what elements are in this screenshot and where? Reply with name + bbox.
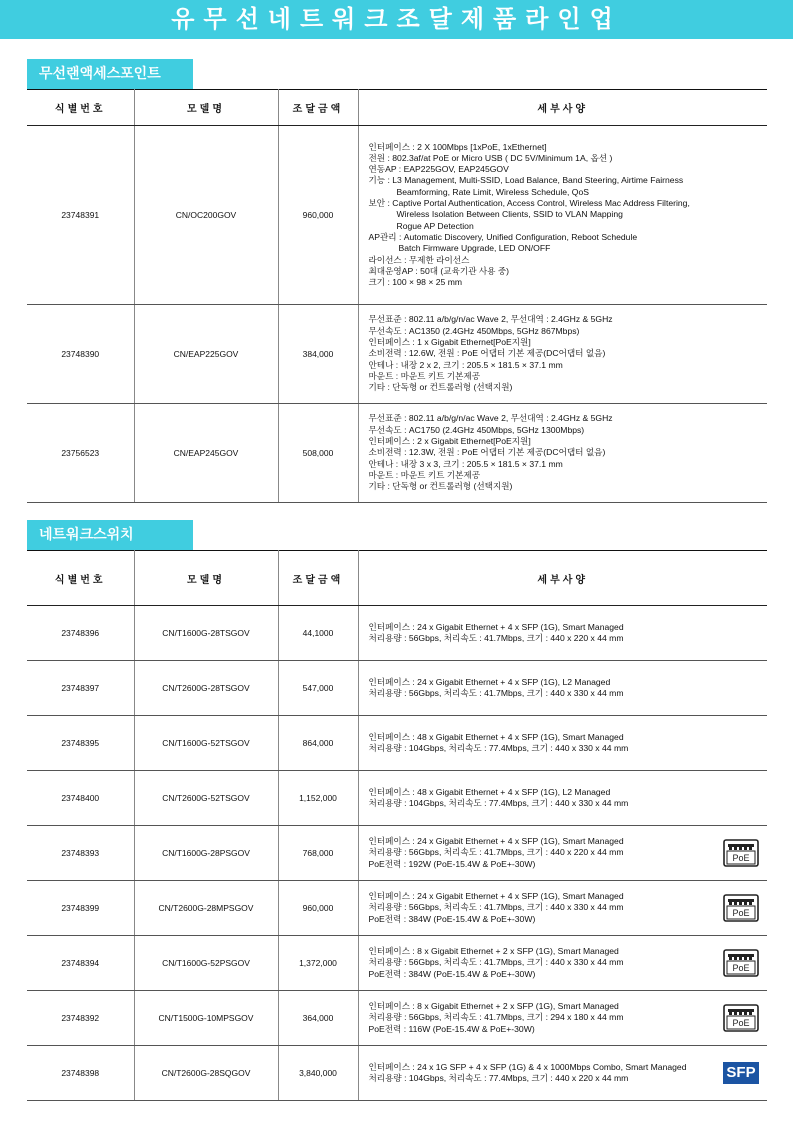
cell-id: 23748398 (27, 1046, 134, 1101)
detail-line: Batch Firmware Upgrade, LED ON/OFF (398, 243, 551, 254)
detail-line: 처리용량 : 56Gbps, 처리속도 : 41.7Mbps, 크기 : 440 x 330 x 44 mm (368, 957, 624, 968)
detail-line: 처리용량 : 56Gbps, 처리속도 : 41.7Mbps, 크기 : 440 x 220 x 44 mm (368, 847, 624, 858)
detail-line: 인터페이스 : 24 x 1G SFP + 4 x SFP (1G) & 4 x 1000Mbps Combo, Smart Managed (368, 1061, 687, 1072)
table-row (27, 716, 767, 771)
detail-line: 안테나 : 내장 2 x 2, 크기 : 205.5 × 181.5 × 37.1 mm (368, 359, 563, 370)
detail-line: 연동AP : EAP225GOV, EAP245GOV (368, 164, 509, 175)
detail-line: 무선표준 : 802.11 a/b/g/n/ac Wave 2, 무선대역 : 2.4GHz & 5GHz (368, 314, 613, 325)
table-row (27, 771, 767, 826)
detail-line: 인터페이스 : 1 x Gigabit Ethernet[PoE지원] (368, 337, 531, 348)
detail-line: 처리용량 : 56Gbps, 처리속도 : 41.7Mbps, 크기 : 440 x 330 x 44 mm (368, 688, 624, 698)
detail-line: 인터페이스 : 24 x Gigabit Ethernet + 4 x SFP (1G), Smart Managed (368, 891, 624, 902)
cell-detail (358, 936, 767, 991)
cell-price: 768,000 (278, 826, 358, 881)
table-row (27, 404, 767, 503)
detail-line: 무선속도 : AC1750 (2.4GHz 450Mbps, 5GHz 1300Mbps) (368, 424, 585, 435)
detail-line: 인터페이스 : 8 x Gigabit Ethernet + 2 x SFP (1G), Smart Managed (368, 1001, 619, 1012)
cell-detail (358, 606, 767, 661)
cell-id: 23748400 (27, 771, 134, 826)
detail-line: 처리용량 : 104Gbps, 처리속도 : 77.4Mbps, 크기 : 440 x 330 x 44 mm (368, 798, 629, 808)
detail-line: 기능 : L3 Management, Multi-SSID, Load Balance, Band Steering, Airtime Fairness (368, 175, 684, 186)
poe-icon (723, 894, 759, 922)
cell-id: 23748396 (27, 606, 134, 661)
cell-price: 1,152,000 (278, 771, 358, 826)
cell-detail (358, 1046, 767, 1101)
cell-price: 960,000 (278, 126, 358, 305)
cell-price: 1,372,000 (278, 936, 358, 991)
header-id: 식별번호 (27, 90, 134, 126)
cell-price: 547,000 (278, 661, 358, 716)
detail-line: 크기 : 100 × 98 × 25 mm (368, 277, 463, 288)
detail-line: 인터페이스 : 48 x Gigabit Ethernet + 4 x SFP (1G), Smart Managed (368, 731, 624, 742)
cell-detail (358, 126, 767, 305)
detail-line: 처리용량 : 56Gbps, 처리속도 : 41.7Mbps, 크기 : 294 x 180 x 44 mm (368, 1012, 624, 1023)
cell-detail (358, 305, 767, 404)
cell-id: 23748394 (27, 936, 134, 991)
poe-icon-label: PoE (732, 853, 750, 863)
detail-line: 인터페이스 : 2 x Gigabit Ethernet[PoE지원] (368, 436, 531, 447)
wireless-ap-table (27, 89, 767, 503)
detail-line: PoE전력 : 116W (PoE-15.4W & PoE+-30W) (368, 1023, 535, 1034)
header-price: 조달금액 (278, 551, 358, 606)
header-model: 모델명 (134, 551, 278, 606)
poe-icon-label: PoE (732, 908, 750, 918)
cell-model: CN/EAP225GOV (134, 305, 278, 404)
cell-detail (358, 881, 767, 936)
cell-id: 23748392 (27, 991, 134, 1046)
cell-detail (358, 404, 767, 503)
table-row (27, 936, 767, 991)
table-row (27, 661, 767, 716)
detail-line: 처리용량 : 104Gbps, 처리속도 : 77.4Mbps, 크기 : 440 x 220 x 44 mm (368, 1073, 629, 1083)
poe-icon (723, 949, 759, 977)
detail-line: 라이선스 : 무제한 라이선스 (368, 254, 470, 265)
cell-id: 23748397 (27, 661, 134, 716)
poe-icon (723, 1004, 759, 1032)
cell-id: 23748399 (27, 881, 134, 936)
detail-line: 처리용량 : 104Gbps, 처리속도 : 77.4Mbps, 크기 : 440 x 330 x 44 mm (368, 743, 629, 753)
cell-model: CN/T1600G-52TSGOV (134, 716, 278, 771)
cell-id: 23756523 (27, 404, 134, 503)
detail-line: AP관리 : Automatic Discovery, Unified Configuration, Reboot Schedule (368, 231, 638, 242)
cell-price: 384,000 (278, 305, 358, 404)
poe-icon-label: PoE (732, 963, 750, 973)
cell-price: 44,1000 (278, 606, 358, 661)
detail-line: 소비전력 : 12.6W, 전원 : PoE 어댑터 기본 제공(DC어댑터 없음) (368, 348, 606, 359)
table-row (27, 826, 767, 881)
detail-line: PoE전력 : 192W (PoE-15.4W & PoE+-30W) (368, 858, 536, 869)
poe-icon (723, 839, 759, 867)
cell-model: CN/T1600G-28PSGOV (134, 826, 278, 881)
cell-detail (358, 991, 767, 1046)
cell-model: CN/T2600G-28SQGOV (134, 1046, 278, 1101)
header-detail: 세부사양 (358, 551, 767, 606)
header-id: 식별번호 (27, 551, 134, 606)
cell-model: CN/OC200GOV (134, 126, 278, 305)
table-row (27, 881, 767, 936)
detail-line: 인터페이스 : 24 x Gigabit Ethernet + 4 x SFP (1G), Smart Managed (368, 621, 624, 632)
cell-price: 364,000 (278, 991, 358, 1046)
header-model: 모델명 (134, 90, 278, 126)
cell-model: CN/T2600G-28MPSGOV (134, 881, 278, 936)
detail-line: 무선속도 : AC1350 (2.4GHz 450Mbps, 5GHz 867Mbps) (368, 325, 580, 336)
detail-line: PoE전력 : 384W (PoE-15.4W & PoE+-30W) (368, 913, 536, 924)
detail-line: 무선표준 : 802.11 a/b/g/n/ac Wave 2, 무선대역 : 2.4GHz & 5GHz (368, 413, 613, 424)
table-row (27, 1046, 767, 1101)
cell-model: CN/EAP245GOV (134, 404, 278, 503)
detail-line: 인터페이스 : 8 x Gigabit Ethernet + 2 x SFP (1G), Smart Managed (368, 946, 619, 957)
cell-model: CN/T2600G-52TSGOV (134, 771, 278, 826)
detail-line: PoE전력 : 384W (PoE-15.4W & PoE+-30W) (368, 968, 536, 979)
cell-model: CN/T2600G-28TSGOV (134, 661, 278, 716)
header-price: 조달금액 (278, 90, 358, 126)
cell-price: 864,000 (278, 716, 358, 771)
cell-id: 23748390 (27, 305, 134, 404)
cell-price: 960,000 (278, 881, 358, 936)
detail-line: 보안 : Captive Portal Authentication, Access Control, Wireless Mac Address Filtering, (368, 198, 690, 209)
section-title-network-switch: 네트워크스위치 (27, 520, 193, 550)
detail-line: 처리용량 : 56Gbps, 처리속도 : 41.7Mbps, 크기 : 440 x 220 x 44 mm (368, 633, 624, 643)
network-switch-table (27, 550, 767, 1101)
table-row (27, 991, 767, 1046)
cell-id: 23748391 (27, 126, 134, 305)
detail-line: 인터페이스 : 24 x Gigabit Ethernet + 4 x SFP (1G), Smart Managed (368, 836, 624, 847)
detail-line: 기타 : 단독형 or 컨트롤러형 (선택지원) (368, 382, 513, 393)
detail-line: 전원 : 802.3af/at PoE or Micro USB ( DC 5V/Minimum 1A, 옵션 ) (368, 152, 613, 163)
cell-detail (358, 716, 767, 771)
detail-line: 인터페이스 : 48 x Gigabit Ethernet + 4 x SFP (1G), L2 Managed (368, 786, 611, 797)
cell-model: CN/T1600G-28TSGOV (134, 606, 278, 661)
detail-line: 최대운영AP : 50대 (교육기관 사용 중) (368, 265, 510, 276)
detail-line: 처리용량 : 56Gbps, 처리속도 : 41.7Mbps, 크기 : 440 x 330 x 44 mm (368, 902, 624, 913)
page-banner-title: 유무선네트워크조달제품라인업 (0, 0, 793, 39)
table-row (27, 305, 767, 404)
detail-line: 인터페이스 : 24 x Gigabit Ethernet + 4 x SFP (1G), L2 Managed (368, 676, 611, 687)
detail-line: Wireless Isolation Between Clients, SSID to VLAN Mapping (396, 209, 623, 220)
detail-line: 마운트 : 마운트 키트 기본제공 (368, 469, 481, 480)
detail-line: Rogue AP Detection (396, 220, 474, 231)
detail-line: 기타 : 단독형 or 컨트롤러형 (선택지원) (368, 481, 513, 492)
cell-model: CN/T1600G-52PSGOV (134, 936, 278, 991)
detail-line: 소비전력 : 12.3W, 전원 : PoE 어댑터 기본 제공(DC어댑터 없음) (368, 447, 606, 458)
cell-detail (358, 771, 767, 826)
cell-detail (358, 661, 767, 716)
cell-id: 23748395 (27, 716, 134, 771)
table-row (27, 126, 767, 305)
detail-line: 마운트 : 마운트 키트 기본제공 (368, 370, 481, 381)
detail-line: Beamforming, Rate Limit, Wireless Schedule, QoS (396, 186, 589, 197)
detail-line: 안테나 : 내장 3 x 3, 크기 : 205.5 × 181.5 × 37.1 mm (368, 458, 563, 469)
cell-price: 3,840,000 (278, 1046, 358, 1101)
cell-detail (358, 826, 767, 881)
cell-id: 23748393 (27, 826, 134, 881)
section-title-wireless-ap: 무선랜액세스포인트 (27, 59, 193, 89)
header-detail: 세부사양 (358, 90, 767, 126)
table-row (27, 606, 767, 661)
detail-line: 인터페이스 : 2 X 100Mbps [1xPoE, 1xEthernet] (368, 141, 547, 152)
poe-icon-label: PoE (732, 1018, 750, 1028)
cell-price: 508,000 (278, 404, 358, 503)
sfp-icon: SFP (723, 1062, 759, 1084)
cell-model: CN/T1500G-10MPSGOV (134, 991, 278, 1046)
